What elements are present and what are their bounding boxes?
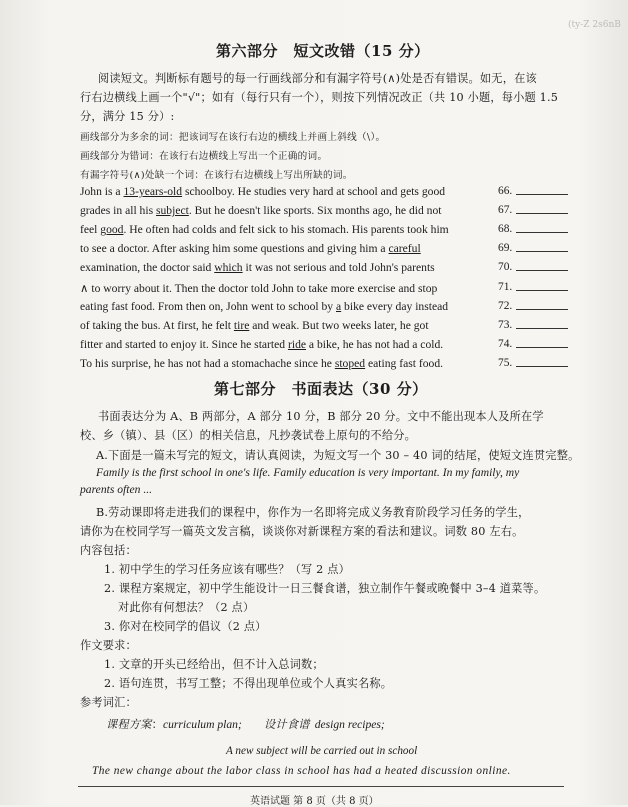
passage-text: . He often had colds and felt sick to his stomach. His parents took him [123, 223, 449, 237]
passage-text: it was not serious and told John's parents [242, 261, 435, 275]
vocabulary-label: 参考词汇： [80, 696, 137, 709]
essay-given-first-line: The new change about the labor class in school has had a heated discussion online. [92, 765, 511, 777]
passage-text: examination, the doctor said [80, 261, 215, 275]
answer-slot[interactable] [498, 261, 568, 273]
passage-line [80, 185, 445, 198]
underlined-word: tire [233, 318, 250, 332]
part6-instruction-line3: 分，满分 15 分）: [80, 110, 175, 123]
passage-text: schoolboy. He studies very hard at school and gets good [182, 185, 446, 198]
passage-text: a bike, he has not had a cold. [306, 337, 444, 351]
passage-line [80, 242, 421, 255]
passage-text: To his surprise, he has not had a stomachache since he [80, 356, 335, 370]
passage-text: feel [80, 223, 101, 237]
question-number: 66. [498, 185, 513, 197]
answer-slot[interactable] [498, 204, 568, 216]
answer-slot[interactable] [498, 357, 568, 369]
question-number: 68. [498, 223, 513, 236]
passage-text: fitter and started to enjoy it. Since he started [80, 337, 288, 351]
answer-blank-line[interactable] [516, 232, 568, 233]
passage-text: . But he doesn't like sports. Six months ago, he did not [188, 204, 442, 218]
passage-text: bike every day instead [341, 299, 449, 313]
part7-a-text-line1: Family is the first school in one's life. Family education is very important. In my family, my [96, 466, 520, 479]
passage-text: ∧ to worry about it. Then the doctor told John to take more exercise and stop [80, 281, 438, 295]
requirements-label: 作文要求： [80, 639, 137, 652]
vocab-zh-1: 课程方案 [106, 718, 152, 731]
part6-instruction-line2: 行右边横线上画一个"√"；如有（每行只有一个），则按下列情况改正（共 10 小题，每小题 1.5 [80, 91, 559, 104]
vocab-en-2: design recipes; [314, 718, 385, 731]
part7-title: 第七部分 书面表达（30 分） [214, 380, 428, 398]
essay-given-title: A new subject will be carried out in school [226, 745, 418, 757]
question-number: 75. [498, 356, 513, 369]
part7-intro-line1: 书面表达分为 A、B 两部分，A 部分 10 分，B 部分 20 分。文中不能出现本人及所在学 [98, 410, 544, 423]
passage-line [80, 204, 441, 217]
passage-line [80, 338, 443, 351]
question-number: 73. [498, 318, 513, 331]
answer-blank-line[interactable] [516, 347, 568, 348]
corner-stamp: (ty-Z 2s6nB [568, 20, 621, 30]
answer-blank-line[interactable] [516, 290, 568, 291]
passage-line [80, 357, 443, 370]
underlined-word: good [100, 223, 124, 237]
content-label: 内容包括： [80, 544, 137, 557]
underlined-word: a [336, 299, 342, 313]
question-number: 72. [498, 299, 513, 312]
footer-rule [78, 786, 564, 787]
part7-b-instruction-line1: B.劳动课即将走进我们的课程中，你作为一名即将完成义务教育阶段学习任务的学生， [96, 506, 530, 519]
passage-text: grades in all his [80, 204, 156, 218]
part7-a-text-line2: parents often ... [80, 483, 153, 496]
passage-text: eating fast food. [365, 356, 444, 370]
answer-blank-line[interactable] [516, 194, 568, 195]
passage-line [80, 281, 437, 295]
passage-text: eating fast food. From then on, John went to school by [80, 299, 336, 313]
answer-blank-line[interactable] [516, 328, 568, 329]
answer-blank-line[interactable] [516, 213, 568, 214]
part6-rule-missing-word: 有漏字符号(∧)处缺一个词：在该行右边横线上写出所缺的词。 [80, 170, 353, 181]
passage-text: of taking the bus. At first, he felt [80, 318, 234, 332]
passage-line [80, 261, 435, 274]
underlined-word: stoped [334, 356, 366, 370]
underlined-word: careful [388, 242, 421, 256]
passage-line [80, 300, 448, 313]
underlined-word: which [214, 261, 243, 275]
answer-slot[interactable] [498, 185, 568, 197]
answer-slot[interactable] [498, 338, 568, 350]
vocab-en-1: curriculum plan; [162, 718, 242, 731]
part7-b-instruction-line2: 请你为在校同学写一篇英文发言稿，谈谈你对新课程方案的看法和建议。词数 80 左右。 [80, 525, 524, 538]
requirement-1: 1. 文章的开头已经给出，但不计入总词数； [104, 658, 324, 671]
passage-text: and weak. But two weeks later, he got [249, 318, 429, 332]
underlined-word: 13-years-old [123, 185, 183, 198]
answer-slot[interactable] [498, 319, 568, 331]
answer-slot[interactable] [498, 223, 568, 235]
answer-blank-line[interactable] [516, 309, 568, 310]
question-number: 71. [498, 280, 513, 293]
question-number: 74. [498, 337, 513, 350]
requirement-2: 2. 语句连贯，书写工整；不得出现单位或个人真实名称。 [104, 677, 393, 690]
part7-a-instruction: A.下面是一篇未写完的短文，请认真阅读，为短文写一个 30 – 40 词的结尾，使短文连贯完整。 [96, 449, 580, 462]
content-point-3: 3. 你对在校同学的倡议（2 点） [104, 620, 267, 633]
passage-text: John is a [80, 185, 124, 198]
part7-intro-line2: 校、乡（镇）、县（区）的相关信息，凡抄袭试卷上原句的不给分。 [80, 429, 417, 442]
part6-instruction-line1: 阅读短文。判断标有题号的每一行画线部分和有漏字符号(∧)处是否有错误。如无，在该 [98, 72, 537, 85]
passage-text: to see a doctor. After asking him some questions and giving him a [80, 242, 389, 256]
passage-line [80, 223, 449, 236]
answer-blank-line[interactable] [516, 366, 568, 367]
content-point-1: 1. 初中学生的学习任务应该有哪些？（写 2 点） [104, 563, 351, 576]
answer-blank-line[interactable] [516, 270, 568, 271]
answer-blank-line[interactable] [516, 251, 568, 252]
underlined-word: subject [156, 204, 189, 218]
question-number: 67. [498, 204, 513, 217]
content-point-2: 2. 课程方案规定，初中学生能设计一日三餐食谱，独立制作午餐或晚餐中 3–4 道菜等。 [104, 582, 546, 595]
answer-slot[interactable] [498, 300, 568, 312]
answer-slot[interactable] [498, 242, 568, 254]
part6-rule-extra-word: 画线部分为多余的词：把该词写在该行右边的横线上并画上斜线（\）。 [80, 132, 386, 143]
part6-rule-wrong-word: 画线部分为错词：在该行右边横线上写出一个正确的词。 [80, 151, 328, 162]
content-point-2-cont: 对此你有何想法？（2 点） [118, 601, 255, 614]
question-number: 69. [498, 242, 513, 255]
answer-slot[interactable] [498, 281, 568, 293]
page-footer: 英语试题 第 8 页（共 8 页） [250, 796, 379, 807]
underlined-word: ride [287, 337, 307, 351]
vocab-zh-2: 设计食谱 [264, 718, 310, 731]
vocabulary-list: 课程方案：curriculum plan; 设计食谱 design recipes; [106, 718, 385, 731]
passage-line [80, 319, 429, 332]
question-number: 70. [498, 261, 513, 274]
part6-title: 第六部分 短文改错（15 分） [216, 42, 430, 60]
